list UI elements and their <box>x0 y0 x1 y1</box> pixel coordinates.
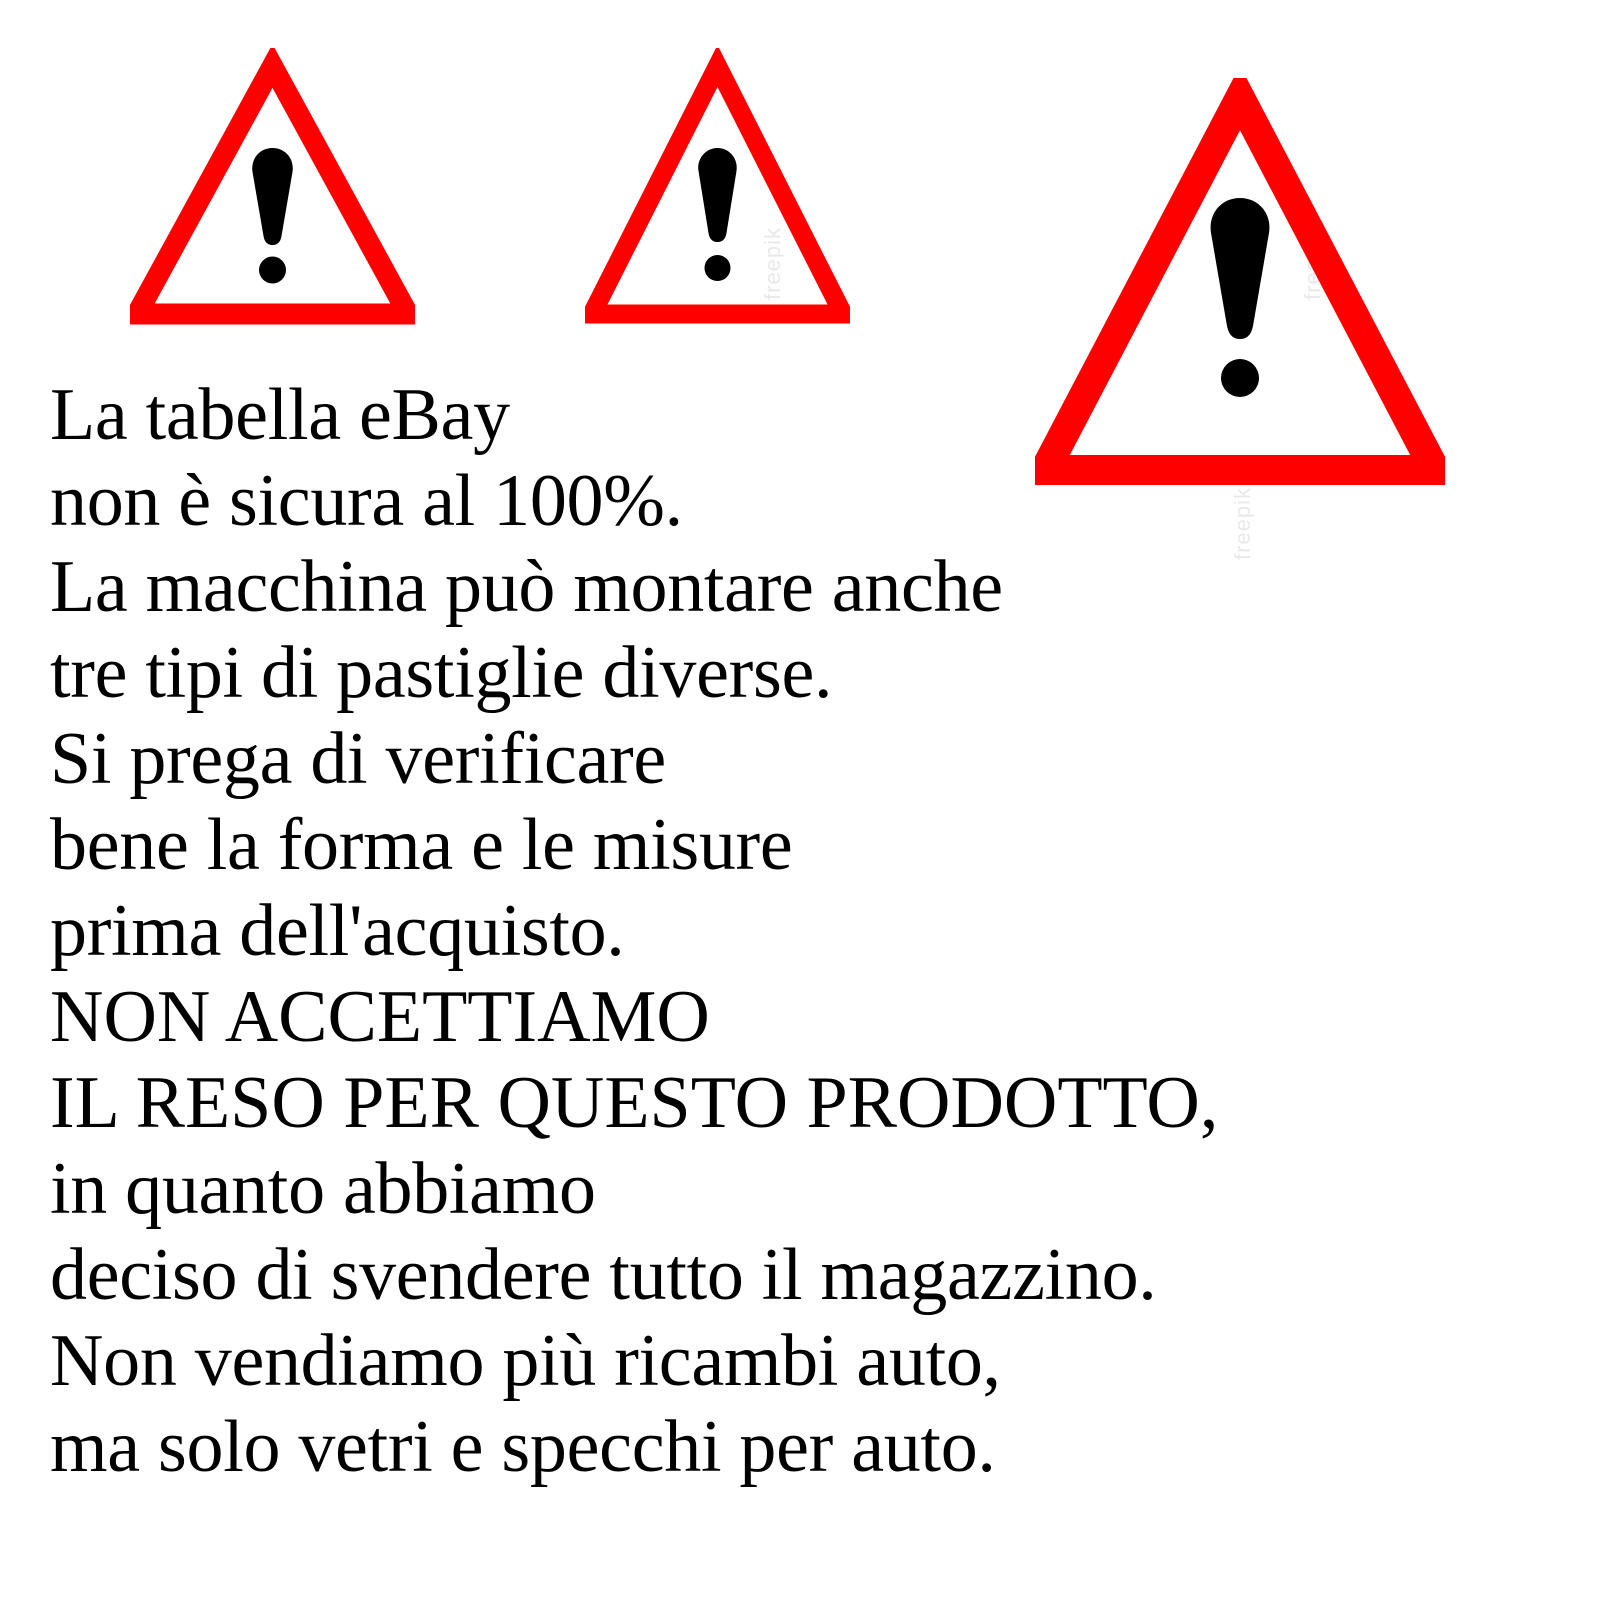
notice-line: prima dell'acquisto. <box>50 890 625 972</box>
notice-line: IL RESO PER QUESTO PRODOTTO, <box>50 1062 1219 1144</box>
notice-line: deciso di svendere tutto il magazzino. <box>50 1234 1157 1316</box>
notice-line: NON ACCETTIAMO <box>50 976 710 1058</box>
notice-line: Si prega di verificare <box>50 718 666 800</box>
notice-line: bene la forma e le misure <box>50 804 793 886</box>
watermark-text: freepik <box>1230 486 1255 560</box>
notice-line: La tabella eBay <box>50 374 510 456</box>
notice-line: in quanto abbiamo <box>50 1148 596 1230</box>
notice-line: ma solo vetri e specchi per auto. <box>50 1406 996 1488</box>
warning-triangle-icon <box>130 48 415 333</box>
warning-triangle-icon <box>585 48 850 333</box>
notice-line: Non vendiamo più ricambi auto, <box>50 1320 1001 1402</box>
notice-line: tre tipi di pastiglie diverse. <box>50 632 833 714</box>
notice-line: non è sicura al 100%. <box>50 460 683 542</box>
notice-text-block <box>50 372 1560 1490</box>
watermark-text: freepik <box>1300 226 1325 300</box>
notice-line: La macchina può montare anche <box>50 546 1003 628</box>
watermark-text: freepik <box>760 226 785 300</box>
